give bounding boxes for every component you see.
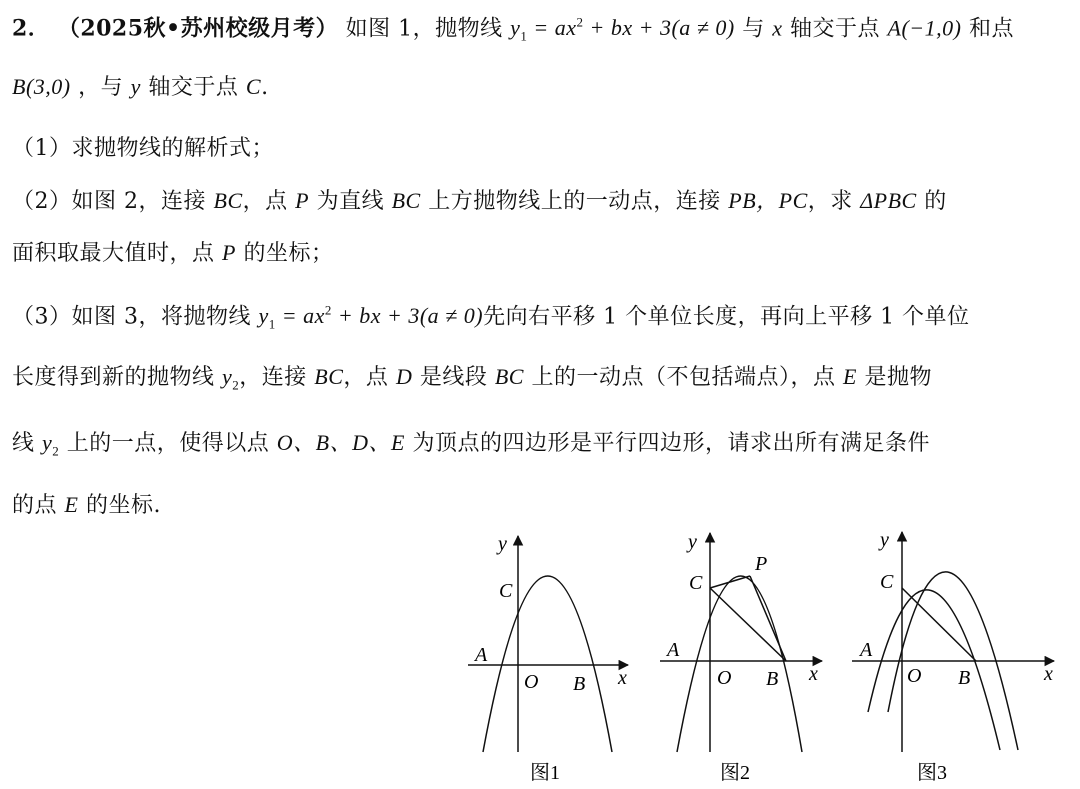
segments-PB-PC: PB，PC (728, 188, 808, 213)
point-E-2: E (64, 492, 79, 517)
fig2-label-B: B (766, 668, 779, 690)
part-3-line-1 (12, 296, 970, 340)
fig2-label-x: x (809, 663, 818, 685)
intro-text-4: 和点 (968, 16, 1014, 42)
fig3-caption: 图3 (917, 762, 947, 784)
part-2-text-h: 的坐标； (243, 241, 334, 266)
point-C: C (245, 74, 262, 99)
fig3-label-x: x (1044, 663, 1053, 685)
var-x: x (772, 15, 783, 41)
segment-BC-4: BC (494, 364, 524, 389)
part-3-text-b: 先向右平移 1 个单位长度，再向上平移 1 个单位 (483, 304, 970, 330)
period: . (261, 75, 269, 100)
fig2-label-C: C (689, 572, 703, 594)
segment-BC-3: BC (314, 364, 344, 389)
fig3-parabola-y2 (888, 572, 1018, 750)
fig1-label-A: A (475, 644, 488, 666)
fig3-label-A: A (860, 639, 873, 661)
fig1-caption: 图1 (530, 762, 560, 784)
part-3-text-k: 为顶点的四边形是平行四边形，请求出所有满足条件 (412, 431, 930, 456)
fig3-label-B: B (958, 667, 971, 689)
part-3-line-2 (12, 362, 932, 400)
points-OBDE: O、B、D、E (276, 430, 405, 455)
fig2-label-O: O (717, 667, 732, 689)
fig2-caption: 图2 (720, 762, 750, 784)
part-2-text-a: （2）如图 2，连接 (12, 189, 206, 214)
part-3-text-l: 的点 (12, 493, 58, 518)
parabola-y2: $y_2$ (222, 364, 240, 393)
part-2-text-b: ，点 (242, 189, 288, 214)
fig2-parabola (677, 576, 802, 752)
fig1-label-y: y (498, 533, 507, 555)
part-2-text-e: ，求 (807, 189, 853, 214)
point-A: A(−1,0) (887, 15, 962, 41)
part-3-text-c: 长度得到新的抛物线 (12, 365, 215, 390)
part-2-line-1 (12, 186, 947, 217)
problem-line-1 (12, 8, 1014, 52)
point-P-2: P (222, 240, 236, 265)
segment-BC-2: BC (391, 188, 421, 213)
segment-BC: BC (213, 188, 243, 213)
parabola-y2-repeat: $y_2$ (42, 430, 60, 459)
fig1-parabola (483, 576, 612, 752)
fig1-label-x: x (618, 667, 627, 689)
var-y: y (130, 74, 141, 99)
fig3-segment-CB (902, 588, 976, 661)
fig3-label-C: C (880, 571, 894, 593)
fig1-label-O: O (524, 671, 539, 693)
triangle-PBC: ΔPBC (860, 188, 917, 213)
point-D: D (395, 364, 413, 389)
part-3-text-g: 上的一动点（不包括端点），点 (531, 365, 836, 390)
point-P: P (295, 188, 310, 213)
fig2-segment-CP (710, 576, 750, 588)
figure-2 (660, 531, 822, 784)
problem-source: （2025秋•苏州校级月考） (57, 15, 339, 42)
parabola-y1: $y_1 = ax^2$ + bx + 3(a ≠ 0) (510, 15, 735, 44)
intro-text-5: ，与 (78, 75, 124, 100)
fig2-label-A: A (667, 639, 680, 661)
intro-text-6: 轴交于点 (148, 75, 239, 100)
part-3-text-i: 线 (12, 431, 35, 456)
part-3-text-j: 上的一点，使得以点 (66, 431, 270, 456)
part-3-text-a: （3）如图 3，将抛物线 (12, 304, 251, 330)
figure-3 (852, 529, 1054, 784)
fig2-label-P: P (755, 553, 768, 575)
part-2-text-d: 上方抛物线上的一动点，连接 (428, 189, 721, 214)
fig3-label-O: O (907, 665, 922, 687)
part-3-text-e: ，点 (343, 365, 389, 390)
fig3-parabola-y1 (868, 590, 1000, 750)
fig1-label-B: B (573, 673, 586, 695)
part-3-text-h: 是抛物 (864, 365, 932, 390)
intro-text: 如图 1，抛物线 (345, 16, 503, 42)
part-2-text-c: 为直线 (316, 189, 385, 214)
problem-line-2 (12, 72, 269, 103)
point-E: E (842, 364, 857, 389)
part-2-text-g: 面积取最大值时，点 (12, 241, 215, 266)
fig2-segment-CB (710, 588, 786, 661)
part-3-line-3 (12, 428, 930, 466)
part-1-text: （1）求抛物线的解析式； (12, 136, 274, 161)
intro-text-3: 轴交于点 (789, 16, 880, 42)
point-B: B(3,0) (12, 74, 71, 99)
part-3-text-d: ，连接 (239, 365, 307, 390)
problem-number: 2． (12, 15, 51, 42)
parabola-y1-repeat: $y_1 = ax^2$ + bx + 3(a ≠ 0) (258, 303, 484, 332)
part-3-text-f: 是线段 (419, 365, 488, 390)
fig2-segment-PB (750, 576, 786, 661)
fig2-label-y: y (688, 531, 697, 553)
part-3-text-m: 的坐标. (85, 493, 161, 518)
part-2-text-f: 的 (924, 189, 947, 214)
figure-1 (468, 533, 628, 784)
intro-text-2: 与 (742, 16, 765, 42)
part-2-line-2 (12, 238, 333, 269)
fig3-label-y: y (880, 529, 889, 551)
part-3-line-4 (12, 490, 161, 521)
part-1 (12, 134, 274, 164)
fig1-label-C: C (499, 580, 513, 602)
